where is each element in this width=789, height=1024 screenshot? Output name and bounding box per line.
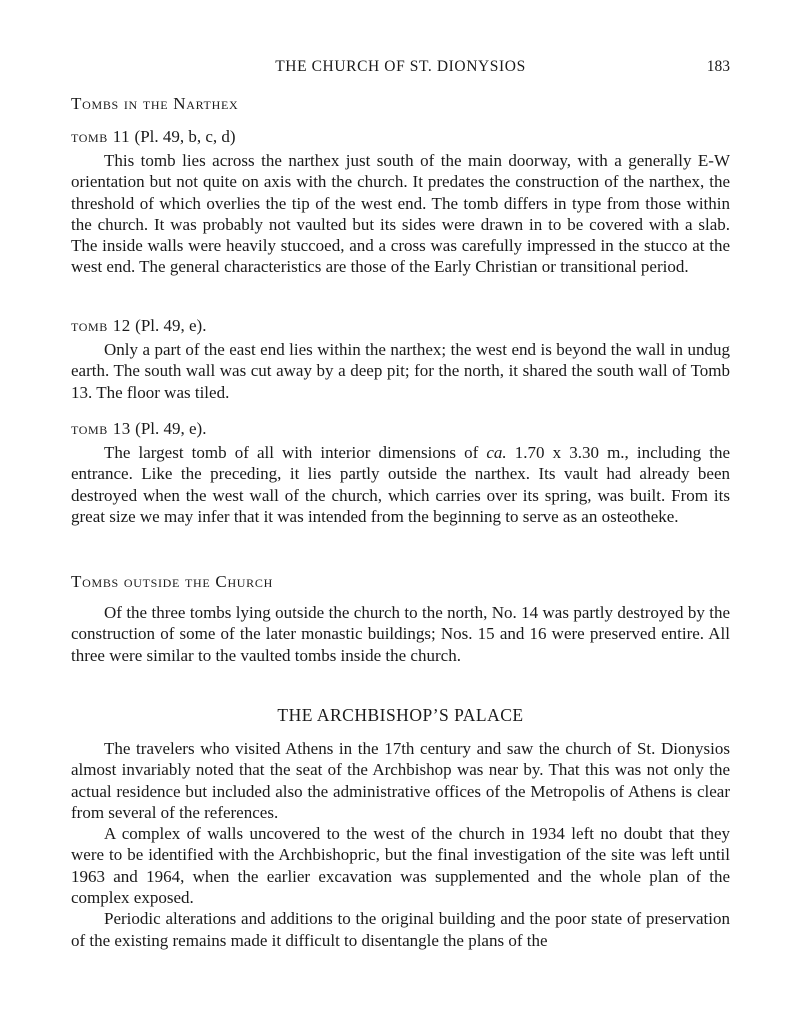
- tomb-13-text-end: 1.70 x 3.30 m., including the entrance. Like the preceding, it lies partly outside the narthex. Its vault had already been destroyed when the west wall of the church, which carries over its spring, was built. From its great size we may infer that it was intended from the beginning to serve as an osteotheke.: [71, 443, 730, 526]
- tomb-12-plate-ref: (Pl. 49, e).: [135, 316, 207, 335]
- tomb-13-plate-ref: (Pl. 49, e).: [135, 419, 207, 438]
- palace-paragraph-2: A complex of walls uncovered to the west of the church in 1934 left no doubt that they were to be identified with the Archbishopric, but the final investigation of the site was left until 1963 and 1964, when the earlier excavation was supplemented and the whole plan of the complex exposed.: [71, 824, 730, 908]
- tomb-13-paragraph: [71, 442, 730, 527]
- section-heading-outside-church: Tombs outside the Church: [71, 572, 273, 591]
- tomb-11-label: [71, 127, 730, 147]
- tomb-12-label: [71, 316, 730, 336]
- tomb-11-title: tomb 11: [71, 127, 131, 146]
- tomb-11-plate-ref: (Pl. 49, b, c, d): [134, 127, 236, 146]
- tomb-12-title: tomb 12: [71, 316, 131, 335]
- palace-paragraph-3: Periodic alterations and additions to the original building and the poor state of preservation of the existing remains made it difficult to disentangle the plans of the: [71, 909, 730, 950]
- tomb-13-text-start: The largest tomb of all with interior dimensions of: [104, 443, 487, 462]
- palace-text: [71, 738, 730, 951]
- page-number: 183: [706, 58, 730, 75]
- tomb-13-title: tomb 13: [71, 419, 131, 438]
- outside-tombs-paragraph: Of the three tombs lying outside the church to the north, No. 14 was partly destroyed by the construction of some of the later monastic buildings; Nos. 15 and 16 were preserved entire. All three were similar to the vaulted tombs inside the church.: [71, 603, 730, 665]
- running-title: THE CHURCH OF ST. DIONYSIOS: [275, 58, 526, 75]
- tomb-11-paragraph: This tomb lies across the narthex just south of the main doorway, with a generally E-W orientation but not quite on axis with the church. It predates the construction of the narthex, the threshold of which overlies the tip of the west end. The tomb differs in type from those within the church. It was probably not vaulted but its sides were drawn in to be covered with a slab. The inside walls were heavily stuccoed, and a cross was carefully impressed in the stucco at the west end. The general characteristics are those of the Early Christian or transitional period.: [71, 151, 730, 277]
- palace-paragraph-1: The travelers who visited Athens in the 17th century and saw the church of St. Dionysios almost invariably noted that the seat of the Archbishop was near by. That this was not only the actual residence but included also the administrative offices of the Metropolis of Athens is clear from several of the references.: [71, 739, 730, 822]
- running-head: [71, 58, 730, 80]
- section-heading-archbishops-palace: THE ARCHBISHOP’S PALACE: [277, 705, 524, 725]
- tomb-12-paragraph: Only a part of the east end lies within the narthex; the west end is beyond the wall in undug earth. The south wall was cut away by a deep pit; for the north, it shared the south wall of Tomb 13. The floor was tiled.: [71, 340, 730, 402]
- section-heading-narthex: Tombs in the Narthex: [71, 94, 239, 113]
- tomb-13-text-italic: ca.: [486, 443, 507, 462]
- tomb-13-label: [71, 419, 730, 439]
